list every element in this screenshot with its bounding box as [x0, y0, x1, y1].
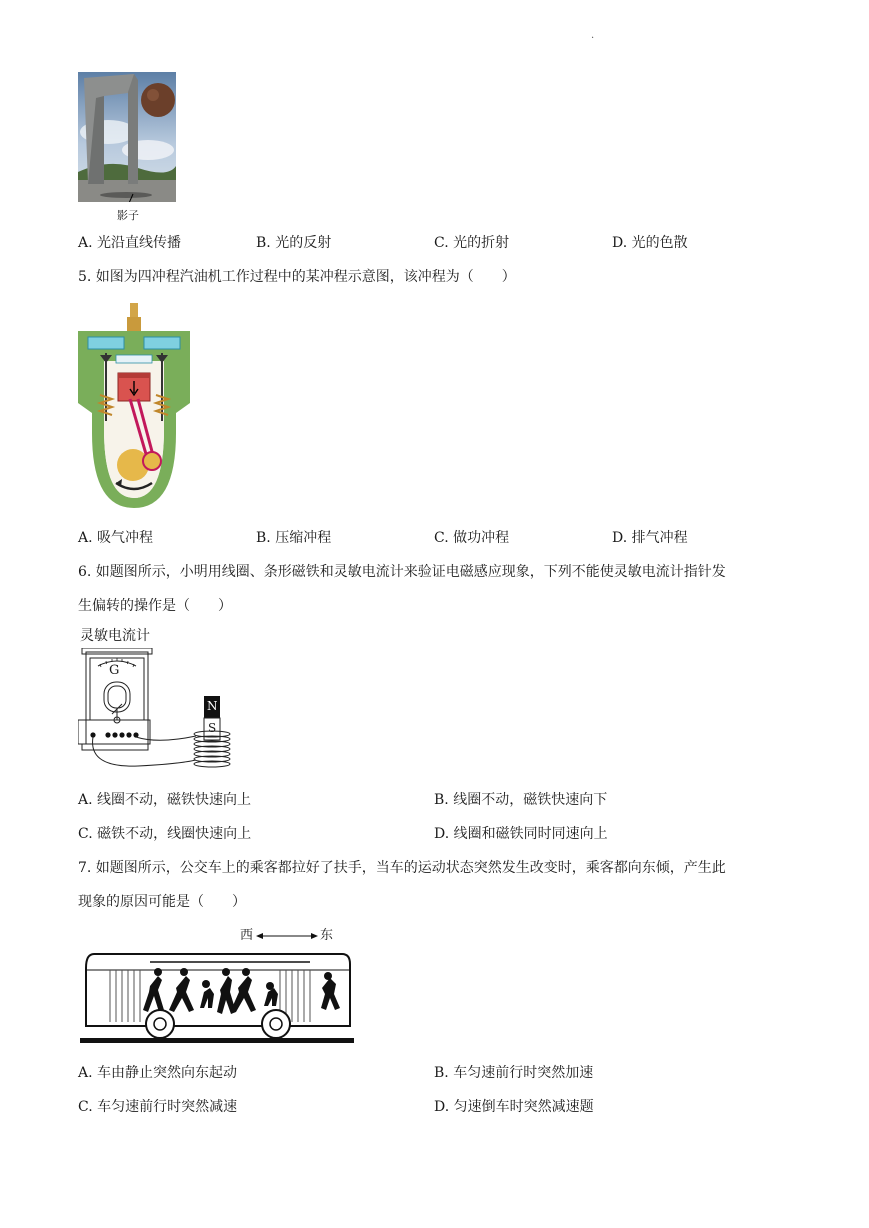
galvanometer-diagram — [78, 648, 238, 778]
q4-option-b[interactable]: B. 光的反射 — [256, 235, 332, 251]
engine-diagram — [78, 303, 190, 513]
q7-stem-line1: 7. 如题图所示，公交车上的乘客都拉好了扶手，当车的运动状态突然发生改变时，乘客都向东倾，产生此 — [78, 860, 726, 876]
meter-letter-g: G — [109, 663, 120, 678]
magnet-north-label: N — [207, 699, 218, 713]
q5-option-c[interactable]: C. 做功冲程 — [434, 530, 510, 546]
q6-option-c[interactable]: C. 磁铁不动，线圈快速向上 — [78, 826, 252, 842]
q5-stem: 5. 如图为四冲程汽油机工作过程中的某冲程示意图，该冲程为（ ） — [78, 269, 516, 285]
q4-option-c[interactable]: C. 光的折射 — [434, 235, 510, 251]
bus-diagram — [80, 948, 354, 1044]
q4-option-d[interactable]: D. 光的色散 — [612, 235, 688, 251]
east-label: 东 — [320, 928, 334, 943]
galvanometer-label: 灵敏电流计 — [80, 628, 150, 644]
q6-stem-line1: 6. 如题图所示，小明用线圈、条形磁铁和灵敏电流计来验证电磁感应现象，下列不能使灵敏电流计指针发 — [78, 564, 726, 580]
q6-option-b[interactable]: B. 线圈不动，磁铁快速向下 — [434, 792, 608, 808]
west-label: 西 — [240, 928, 254, 943]
q7-option-b[interactable]: B. 车匀速前行时突然加速 — [434, 1065, 594, 1081]
q7-option-c[interactable]: C. 车匀速前行时突然减速 — [78, 1099, 238, 1115]
arch-photo — [78, 72, 176, 202]
q7-option-d[interactable]: D. 匀速倒车时突然减速题 — [434, 1099, 594, 1115]
q5-option-d[interactable]: D. 排气冲程 — [612, 530, 688, 546]
q5-option-b[interactable]: B. 压缩冲程 — [256, 530, 332, 546]
q6-stem-line2: 生偏转的操作是（ ） — [78, 598, 232, 614]
q4-option-a[interactable]: A. 光沿直线传播 — [78, 235, 182, 251]
q6-option-d[interactable]: D. 线圈和磁铁同时同速向上 — [434, 826, 608, 842]
header-mark: . — [591, 30, 595, 41]
q5-option-a[interactable]: A. 吸气冲程 — [78, 530, 154, 546]
q7-stem-line2: 现象的原因可能是（ ） — [78, 894, 246, 910]
magnet-south-label: S — [208, 721, 217, 735]
q7-option-a[interactable]: A. 车由静止突然向东起动 — [78, 1065, 238, 1081]
direction-arrow — [256, 929, 318, 943]
q6-option-a[interactable]: A. 线圈不动，磁铁快速向上 — [78, 792, 252, 808]
shadow-caption: 影子 — [117, 209, 139, 222]
